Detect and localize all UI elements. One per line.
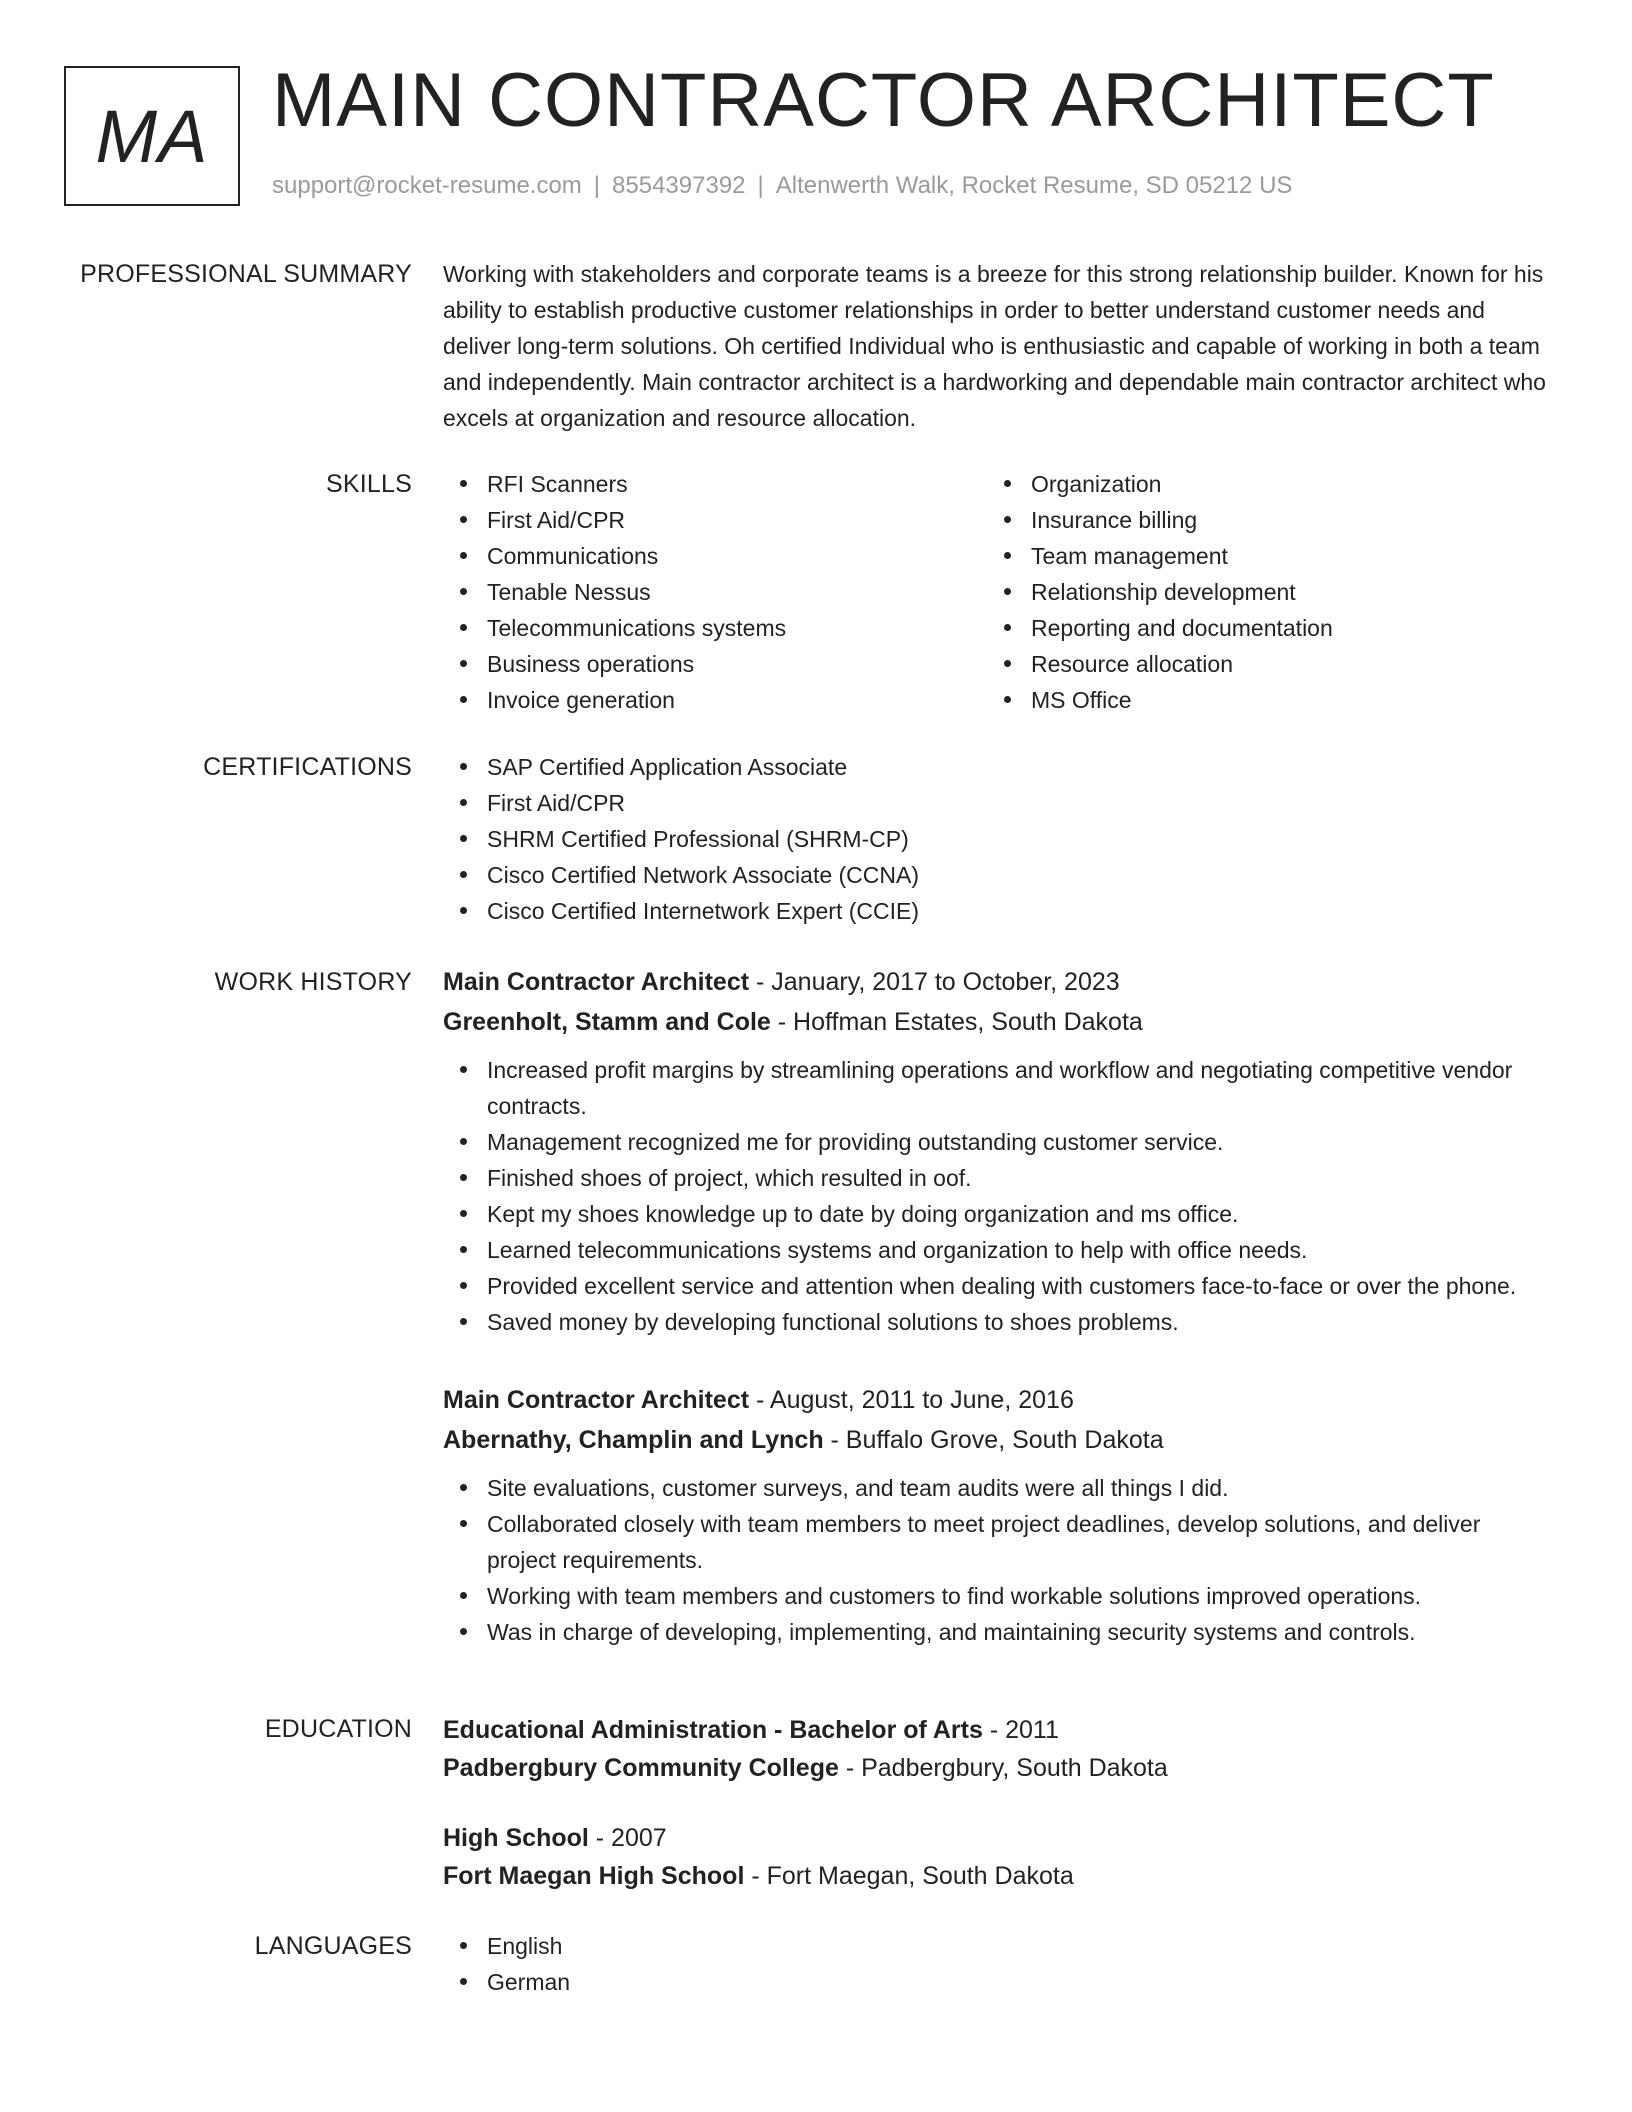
job-company: Abernathy, Champlin and Lynch — [443, 1426, 824, 1454]
job-bullet: Was in charge of developing, implementing, and maintaining security systems and controls. — [443, 1614, 1555, 1650]
section-title: CERTIFICATIONS — [203, 753, 412, 781]
job-bullet: Learned telecommunications systems and organization to help with office needs. — [443, 1232, 1555, 1268]
education-entry — [443, 1819, 1555, 1895]
job-company-line — [443, 1002, 1555, 1042]
skills-list-right — [987, 466, 1531, 718]
skill-item: RFI Scanners — [443, 466, 987, 502]
job-bullet: Working with team members and customers to find workable solutions improved operations. — [443, 1578, 1555, 1614]
job-dates: - January, 2017 to October, 2023 — [749, 968, 1120, 996]
job-entry — [443, 1380, 1555, 1650]
job-bullet: Finished shoes of project, which resulted in oof. — [443, 1160, 1555, 1196]
certifications-list — [443, 749, 1555, 929]
skill-item: Organization — [987, 466, 1531, 502]
contact-line — [272, 172, 1292, 200]
job-bullet: Site evaluations, customer surveys, and team audits were all things I did. — [443, 1470, 1555, 1506]
work-history-body — [443, 962, 1555, 1690]
skills-columns — [443, 466, 1555, 718]
certification-item: First Aid/CPR — [443, 785, 1555, 821]
job-role: Main Contractor Architect — [443, 1386, 750, 1414]
monogram-initials: MA — [64, 66, 240, 206]
job-bullet: Saved money by developing functional solutions to shoes problems. — [443, 1304, 1555, 1340]
contact-email[interactable]: support@rocket-resume.com — [272, 172, 582, 199]
job-company-line — [443, 1420, 1555, 1460]
education-school: Fort Maegan High School — [443, 1862, 745, 1890]
education-degree: Educational Administration - Bachelor of Arts — [443, 1716, 983, 1744]
contact-separator: | — [593, 172, 601, 199]
skill-item: Reporting and documentation — [987, 610, 1531, 646]
education-school-line — [443, 1857, 1555, 1895]
candidate-name: MAIN CONTRACTOR ARCHITECT — [272, 58, 1495, 143]
skill-item: Relationship development — [987, 574, 1531, 610]
skills-list-left — [443, 466, 987, 718]
certification-item: Cisco Certified Internetwork Expert (CCIE) — [443, 893, 1555, 929]
skill-item: Telecommunications systems — [443, 610, 987, 646]
job-bullet: Provided excellent service and attention when dealing with customers face-to-face or over the phone. — [443, 1268, 1555, 1304]
job-bullet: Kept my shoes knowledge up to date by doing organization and ms office. — [443, 1196, 1555, 1232]
skill-item: Resource allocation — [987, 646, 1531, 682]
education-entry — [443, 1711, 1555, 1787]
job-title-line — [443, 962, 1555, 1002]
section-title: WORK HISTORY — [214, 968, 412, 996]
skill-item: MS Office — [987, 682, 1531, 718]
education-school: Padbergbury Community College — [443, 1754, 839, 1782]
section-title: LANGUAGES — [254, 1932, 412, 1960]
job-role: Main Contractor Architect — [443, 968, 750, 996]
language-item: German — [443, 1964, 1555, 2000]
skill-item: Communications — [443, 538, 987, 574]
job-bullet: Increased profit margins by streamlining operations and workflow and negotiating competitive vendor contracts. — [443, 1052, 1555, 1124]
job-dates: - August, 2011 to June, 2016 — [749, 1386, 1074, 1414]
job-bullets — [443, 1052, 1555, 1340]
job-bullet: Management recognized me for providing outstanding customer service. — [443, 1124, 1555, 1160]
languages-body — [443, 1928, 1555, 2000]
skill-item: First Aid/CPR — [443, 502, 987, 538]
education-year: - 2007 — [588, 1824, 667, 1852]
section-title: EDUCATION — [264, 1715, 412, 1743]
section-title: PROFESSIONAL SUMMARY — [80, 260, 412, 288]
certification-item: Cisco Certified Network Associate (CCNA) — [443, 857, 1555, 893]
education-degree-line — [443, 1819, 1555, 1857]
job-title-line — [443, 1380, 1555, 1420]
certifications-body — [443, 749, 1555, 929]
education-school-line — [443, 1749, 1555, 1787]
contact-address: Altenwerth Walk, Rocket Resume, SD 05212 US — [775, 172, 1293, 199]
job-company: Greenholt, Stamm and Cole — [443, 1008, 771, 1036]
education-location: - Fort Maegan, South Dakota — [744, 1862, 1074, 1890]
job-bullet: Collaborated closely with team members to meet project deadlines, develop solutions, and deliver project requirements. — [443, 1506, 1555, 1578]
skill-item: Team management — [987, 538, 1531, 574]
section-title: SKILLS — [326, 470, 412, 498]
languages-list — [443, 1928, 1555, 2000]
education-body — [443, 1711, 1555, 1927]
education-degree-line — [443, 1711, 1555, 1749]
certification-item: SAP Certified Application Associate — [443, 749, 1555, 785]
job-location: - Buffalo Grove, South Dakota — [823, 1426, 1164, 1454]
job-bullets — [443, 1470, 1555, 1650]
certification-item: SHRM Certified Professional (SHRM-CP) — [443, 821, 1555, 857]
skill-item: Tenable Nessus — [443, 574, 987, 610]
contact-phone[interactable]: 8554397392 — [612, 172, 746, 199]
contact-separator: | — [757, 172, 764, 199]
education-degree: High School — [443, 1824, 589, 1852]
skill-item: Business operations — [443, 646, 987, 682]
education-year: - 2011 — [982, 1716, 1059, 1744]
language-item: English — [443, 1928, 1555, 1964]
skill-item: Invoice generation — [443, 682, 987, 718]
education-location: - Padbergbury, South Dakota — [838, 1754, 1168, 1782]
summary-text: Working with stakeholders and corporate teams is a breeze for this strong relationship builder. Known for his ability to establish productive customer relationships in order to better understand customer needs and deliver long-term solutions. Oh certified Individual who is enthusiastic and capable of working in both a team and independently. Main contractor architect is a hardworking and dependable main contractor architect who excels at organization and resource allocation. — [443, 261, 1546, 431]
job-location: - Hoffman Estates, South Dakota — [770, 1008, 1143, 1036]
skill-item: Insurance billing — [987, 502, 1531, 538]
job-entry — [443, 962, 1555, 1340]
